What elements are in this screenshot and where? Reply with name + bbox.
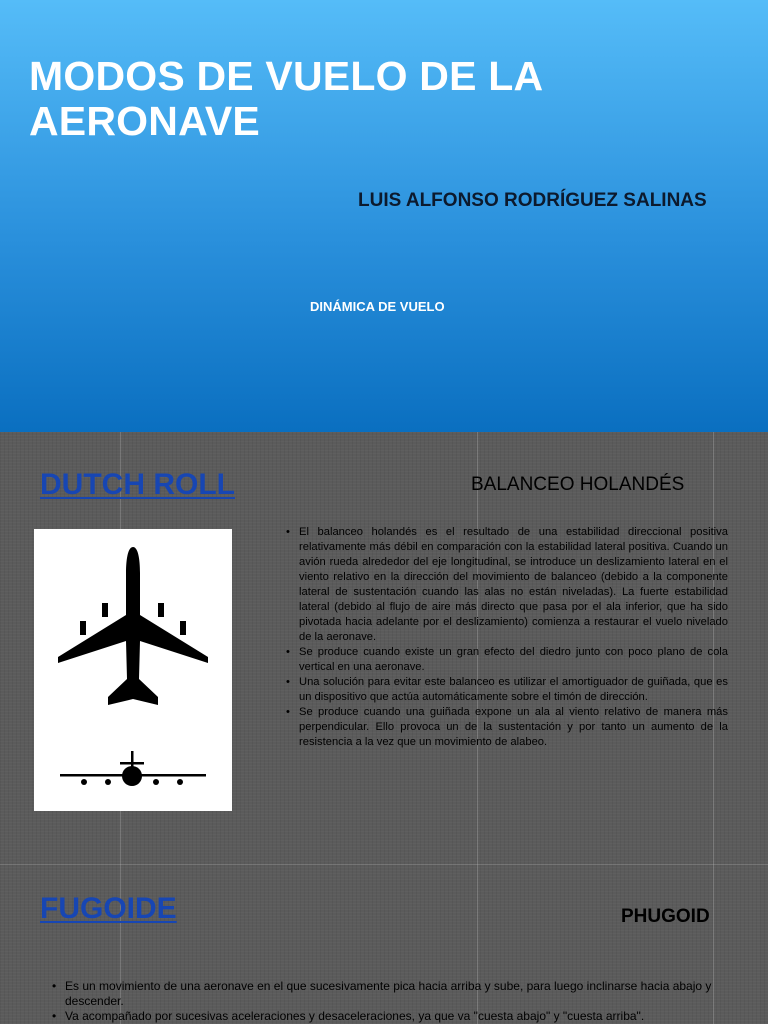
slide-divider [0, 864, 768, 865]
course-subject: DINÁMICA DE VUELO [310, 299, 445, 314]
author-name: LUIS ALFONSO RODRÍGUEZ SALINAS [358, 190, 707, 211]
list-item: • Se produce cuando existe un gran efecto del diedro junto con poco plano de cola vertical en una aeronave. [286, 645, 728, 675]
phugoid-subheading: PHUGOID [621, 906, 710, 927]
balanceo-holandes-subheading: BALANCEO HOLANDÉS [471, 474, 685, 495]
list-item: • Se produce cuando una guiñada expone un ala al viento relativo de manera más perpendicular. Ello provoca un de la sustentación y por tanto un aumento de la resistencia a la vez que un movimiento de alabeo. [286, 705, 728, 750]
list-item: • Es un movimiento de una aeronave en el que sucesivamente pica hacia arriba y sube, para luego inclinarse hacia abajo y descender. [52, 979, 746, 1009]
fugoide-heading[interactable]: FUGOIDE [40, 892, 177, 925]
dutch-roll-bullets [286, 525, 728, 750]
list-item: • Una solución para evitar este balanceo es utilizar el amortiguador de guiñada, que es un dispositivo que actúa automáticamente sobre el timón de dirección. [286, 675, 728, 705]
fugoide-bullets [52, 979, 746, 1024]
airplane-figure [34, 529, 232, 811]
dutch-roll-heading[interactable]: DUTCH ROLL [40, 468, 235, 501]
content-slides [0, 432, 768, 1024]
airplane-silhouette-icon [34, 529, 232, 811]
list-item: • El balanceo holandés es el resultado de una estabilidad direccional positiva relativamente más débil en comparación con la estabilidad lateral positiva. Cuando un avión rueda alrededor del eje longitudinal, se introduce un deslizamiento lateral en el viento relativo en la dirección del movimiento de balanceo (debido a la componente lateral de sustentación cuando las alas no están niveladas). La fuerte estabilidad lateral (debido al flujo de aire más directo que pasa por el ala inferior, que ha sido pivotada hacia adelante por el deslizamiento) comienza a restaurar el vuelo nivelado de la aeronave. [286, 525, 728, 645]
list-item: • Va acompañado por sucesivas aceleraciones y desaceleraciones, ya que va "cuesta abajo" y "cuesta arriba". [52, 1009, 746, 1024]
title-slide [0, 0, 768, 432]
presentation-title: MODOS DE VUELO DE LA AERONAVE [29, 53, 544, 144]
